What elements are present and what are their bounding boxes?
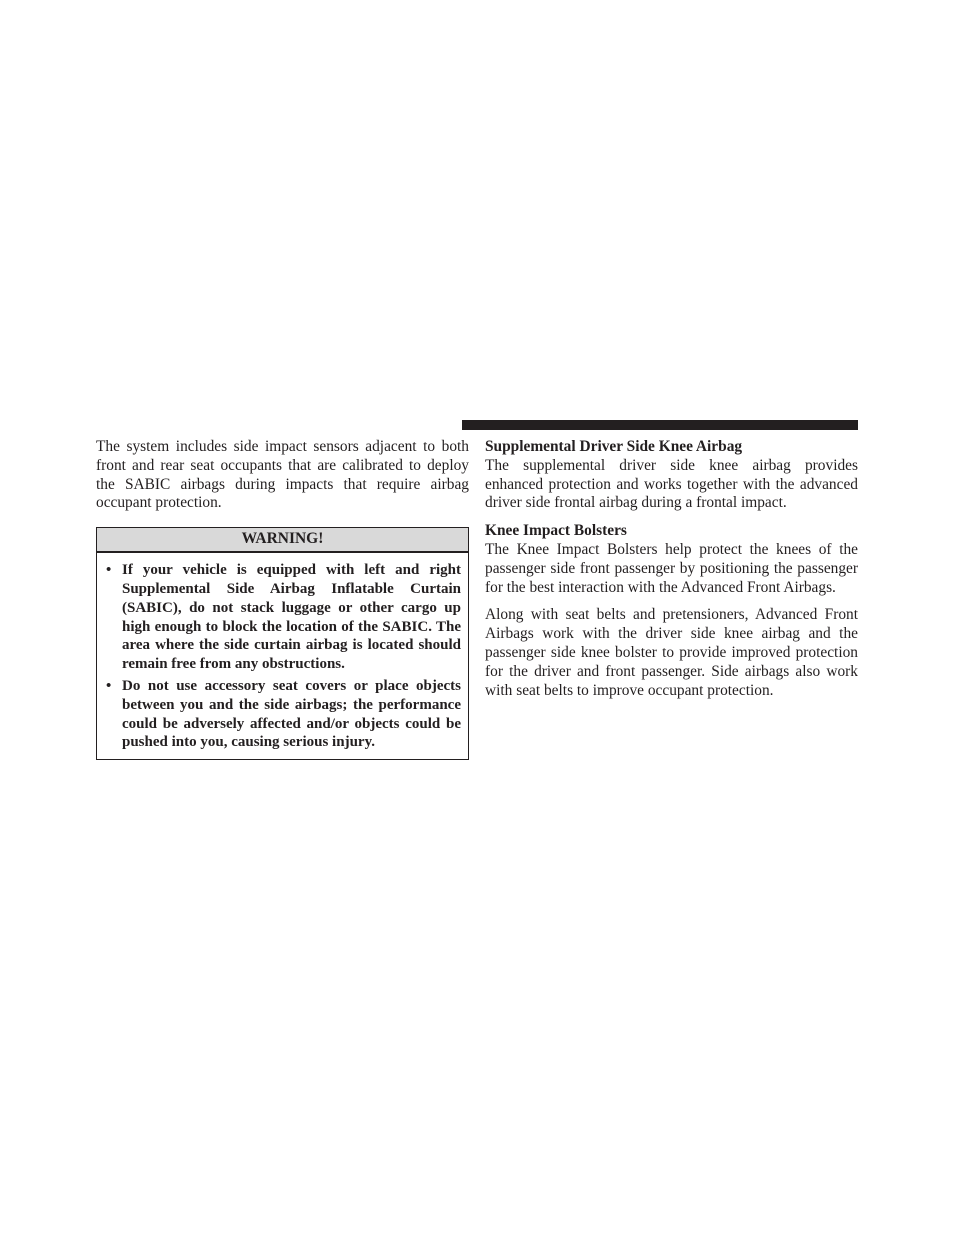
intro-paragraph: The system includes side impact sensors adjacent to both front and rear seat occupants that are calibrated to deploy the SABIC airbags during impacts that require airbag occupant protection. — [96, 438, 469, 512]
warning-title: WARNING! — [97, 528, 468, 553]
warning-box — [96, 527, 469, 760]
warning-item-text: If your vehicle is equipped with left and right Supplemental Side Airbag Inflatable Curtain (SABIC), do not stack luggage or other cargo up high enough to block the location of the SABIC. The area where the side curtain airbag is located should remain free from any obstructions. — [122, 562, 461, 673]
section-knee-bolsters — [485, 522, 858, 597]
section-heading: Supplemental Driver Side Knee Airbag — [485, 438, 743, 455]
bullet-icon: • — [106, 562, 112, 579]
right-column — [485, 438, 858, 700]
section-header-bar — [462, 420, 858, 430]
bullet-icon: • — [106, 677, 112, 694]
section-heading: Knee Impact Bolsters — [485, 522, 627, 540]
warning-list — [97, 553, 468, 759]
closing-paragraph: Along with seat belts and pretensioners, Advanced Front Airbags work with the driver side knee airbag and the passenger side knee bolster to provide improved protection for the driver and front passenger. Side airbags also work with seat belts to improve occupant protection. — [485, 606, 858, 699]
section-body: The supplemental driver side knee airbag provides enhanced protection and works together with the advanced driver side frontal airbag during a frontal impact. — [485, 456, 858, 512]
section-body: The Knee Impact Bolsters help protect the knees of the passenger side front passenger by positioning the passenger for the best interaction with the Advanced Front Airbags. — [485, 540, 858, 596]
left-column — [96, 438, 469, 760]
warning-item — [106, 561, 461, 674]
warning-item-text: Do not use accessory seat covers or place objects between you and the side airbags; the performance could be adversely affected and/or objects could be pushed into you, causing serious injury. — [122, 677, 461, 751]
section-knee-airbag — [485, 438, 858, 513]
warning-item — [106, 677, 461, 752]
